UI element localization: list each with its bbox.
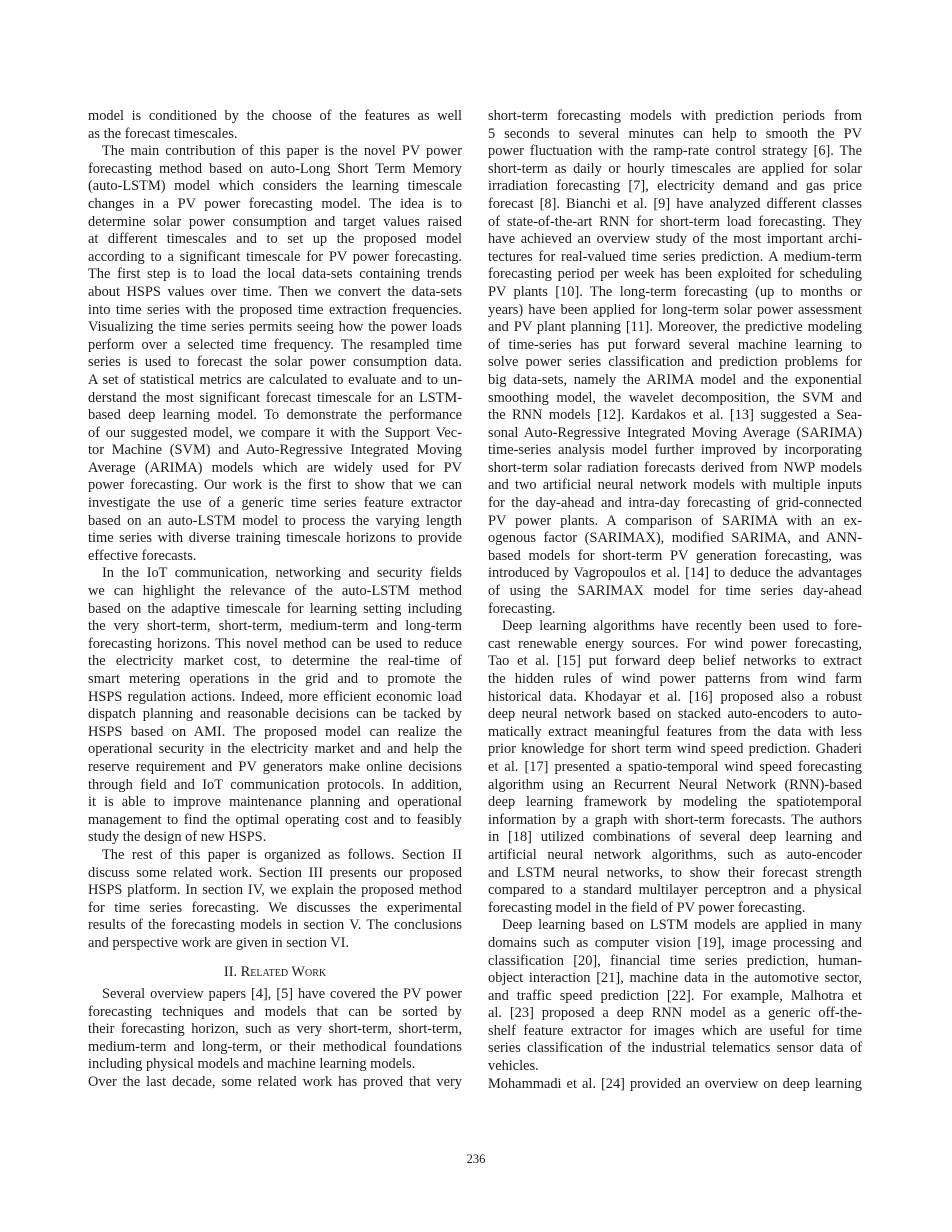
text-line: artificial neural network algorithms, such as auto-encoder <box>488 846 862 863</box>
text-line: of state-of-the-art RNN for short-term load forecasting. They <box>488 213 862 230</box>
text-line: management to find the optimal operating cost and to feasibly <box>88 811 462 828</box>
text-line: cast renewable energy sources. For wind power forecasting, <box>488 635 862 652</box>
left-column <box>88 108 462 1092</box>
text-line: information by a graph with short-term forecasts. The authors <box>488 811 862 828</box>
text-line: irradiation forecasting [7], electricity demand and gas price <box>488 178 862 195</box>
text-line: forecasting techniques and models that can be sorted by <box>88 1003 462 1020</box>
text-line: ogenous factor (SARIMAX), modified SARIMA, and ANN- <box>488 530 862 547</box>
text-line: power forecasting. Our work is the first to show that we can <box>88 477 462 494</box>
text-line: The first step is to load the local data-sets containing trends <box>88 266 462 283</box>
text-line: results of the forecasting models in section V. The conclusions <box>88 917 462 934</box>
paragraph <box>88 847 462 953</box>
text-line: tor Machine (SVM) and Auto-Regressive Integrated Moving <box>88 442 462 459</box>
text-line: (auto-LSTM) model which considers the learning timescale <box>88 178 462 195</box>
text-line: based on an auto-LSTM model to process the varying length <box>88 512 462 529</box>
text-line: based on the adaptive timescale for learning setting including <box>88 600 462 617</box>
text-line: based deep learning model. To demonstrate the performance <box>88 407 462 424</box>
text-line: Deep learning algorithms have recently been used to fore- <box>502 618 862 635</box>
text-line: tectures for real-valued time series prediction. A medium-term <box>488 248 862 265</box>
text-line: The main contribution of this paper is the novel PV power <box>102 143 462 160</box>
text-line: Tao et al. [15] put forward deep belief networks to extract <box>488 653 862 670</box>
text-line: according to a significant timescale for PV power forecasting. <box>88 248 462 265</box>
text-line: the RNN models [12]. Kardakos et al. [13] suggested a Sea- <box>488 407 862 424</box>
text-line: through field and IoT communication protocols. In addition, <box>88 776 462 793</box>
text-line: al. [23] proposed a deep RNN model as a generic off-the- <box>488 1005 862 1022</box>
text-line: of using the SARIMAX model for time series day-ahead <box>488 583 862 600</box>
text-line: forecasting period per week has been exploited for scheduling <box>488 266 862 283</box>
text-line: deep neural network based on stacked auto-encoders to auto- <box>488 706 862 723</box>
text-line: forecasting. <box>488 600 556 617</box>
text-line: smart metering operations in the grid and to promote the <box>88 671 462 687</box>
text-line: Average (ARIMA) models which are widely used for PV <box>88 459 462 476</box>
paragraph <box>88 986 462 1074</box>
text-line: the very short-term, short-term, medium-term and long-term <box>88 618 462 635</box>
text-line: classification [20], financial time series prediction, human- <box>488 952 862 969</box>
text-line: time-series analysis model further improved by incorporating <box>488 442 862 459</box>
text-line: determine solar power consumption and target values raised <box>88 213 462 230</box>
text-line: of our suggested model, we compare it with the Support Vec- <box>88 424 462 441</box>
text-line: object interaction [21], machine data in the automotive sector, <box>488 970 862 987</box>
text-line: short-term solar radiation forecasts derived from NWP models <box>488 459 862 476</box>
text-line: PV plants [10]. The long-term forecasting (up to months or <box>488 283 862 300</box>
text-line: Over the last decade, some related work has proved that very <box>88 1074 462 1091</box>
text-line: and two artificial neural network models with multiple inputs <box>488 477 862 494</box>
text-line: Deep learning based on LSTM models are applied in many <box>502 917 862 934</box>
paragraph <box>488 1076 862 1094</box>
paragraph <box>488 108 862 618</box>
page-number: 236 <box>466 1152 486 1166</box>
text-line: of time-series has put forward several machine learning to <box>488 336 862 353</box>
text-line: for time series forecasting. We discusses the experimental <box>88 899 462 916</box>
text-line: historical data. Khodayar et al. [16] proposed also a robust <box>488 688 862 705</box>
text-line: introduced by Vagropoulos et al. [14] to deduce the advantages <box>488 565 862 582</box>
text-line: HSPS based on AMI. The proposed model can realize the <box>88 723 462 740</box>
text-line: Mohammadi et al. [24] provided an overview on deep learning <box>488 1075 862 1092</box>
text-line: model is conditioned by the choose of the features as well <box>88 108 462 124</box>
text-line: big data-sets, namely the ARIMA model and the exponential <box>488 371 862 388</box>
text-line: forecasting model in the field of PV power forecasting. <box>488 899 806 916</box>
text-line: smoothing model, the wavelet decomposition, the SVM and <box>488 389 862 406</box>
text-line: forecasting method based on auto-Long Short Term Memory <box>88 160 462 177</box>
text-line: HSPS regulation actions. Indeed, more efficient economic load <box>88 688 462 705</box>
text-line: deep learning framework by modeling the spatiotemporal <box>488 794 862 811</box>
paragraph <box>88 1074 462 1092</box>
section-heading: II. Related Work <box>223 963 327 980</box>
text-line: the electricity market cost, to determine the real-time of <box>88 653 462 670</box>
text-line: operational security in the electricity market and and help the <box>88 741 462 758</box>
text-line: and perspective work are given in section VI. <box>88 934 350 951</box>
text-line: short-term forecasting models with prediction periods from <box>488 108 862 124</box>
text-line: solve power series classification and prediction problems for <box>488 354 862 371</box>
text-line: In the IoT communication, networking and security fields <box>102 565 462 582</box>
text-line: et al. [17] presented a spatio-temporal wind speed forecasting <box>488 758 862 775</box>
text-line: it is able to improve maintenance planning and operational <box>88 794 462 811</box>
text-line: investigate the use of a generic time series feature extractor <box>88 495 462 512</box>
text-line: vehicles. <box>488 1058 539 1075</box>
text-line: about HSPS values over time. Then we convert the data-sets <box>88 283 462 300</box>
text-line: effective forecasts. <box>88 547 197 564</box>
text-line: in [18] utilized combinations of several deep learning and <box>488 829 862 846</box>
text-line: The rest of this paper is organized as follows. Section II <box>102 846 462 863</box>
text-line: short-term as daily or hourly timescales are applied for solar <box>488 160 862 177</box>
text-line: forecasting horizons. This novel method can be used to reduce <box>88 635 462 652</box>
paragraph <box>88 143 462 565</box>
text-line: their forecasting horizon, such as very short-term, short-term, <box>88 1021 462 1038</box>
text-line: matically extract meaningful features from the data with less <box>488 723 862 740</box>
text-line: compared to a standard multilayer perceptron and a physical <box>488 882 862 899</box>
text-line: 5 seconds to several minutes can help to smooth the PV <box>488 125 862 142</box>
text-line: perform over a selected time frequency. The resampled time <box>88 336 462 353</box>
text-line: sonal Auto-Regressive Integrated Moving Average (SARIMA) <box>488 424 862 441</box>
text-line: based models for short-term PV generation forecasting, was <box>488 547 862 564</box>
text-line: and LSTM neural networks, to show their forecast strength <box>488 864 862 881</box>
text-line: have achieved an overview study of the most important archi- <box>488 231 862 248</box>
text-line: as the forecast timescales. <box>88 125 238 142</box>
text-line: PV power plants. A comparison of SARIMA with an ex- <box>488 512 862 529</box>
text-line: we can highlight the relevance of the auto-LSTM method <box>88 583 462 600</box>
text-line: into time series with the proposed time extraction frequencies. <box>88 301 462 318</box>
text-line: and traffic speed prediction [22]. For example, Malhotra et <box>488 987 862 1004</box>
paragraph <box>488 917 862 1075</box>
text-line: forecast [8]. Bianchi et al. [9] have analyzed different classes <box>488 195 862 212</box>
paragraph <box>88 565 462 847</box>
text-line: series is used to forecast the solar power consumption data. <box>88 354 462 371</box>
text-line: years) have been applied for long-term solar power assessment <box>488 301 862 318</box>
text-line: reserve requirement and PV generators make online decisions <box>88 758 462 775</box>
paragraph <box>88 108 462 143</box>
text-line: HSPS platform. In section IV, we explain the proposed method <box>88 882 462 899</box>
text-line: including physical models and machine learning models. <box>88 1056 416 1073</box>
text-line: power fluctuation with the ramp-rate control strategy [6]. The <box>488 143 862 160</box>
text-line: Visualizing the time series permits seeing how the power loads <box>88 319 462 336</box>
text-line: medium-term and long-term, or their methodical foundations <box>88 1038 462 1055</box>
text-line: Several overview papers [4], [5] have covered the PV power <box>102 986 462 1003</box>
text-line: shelf feature extractor for images which are useful for time <box>488 1022 862 1039</box>
text-line: at different timescales and to set up the proposed model <box>88 231 462 248</box>
text-line: domains such as computer vision [19], image processing and <box>488 934 862 951</box>
paragraph <box>488 618 862 917</box>
text-line: A set of statistical metrics are calculated to evaluate and to un- <box>88 371 462 388</box>
text-line: dispatch planning and reasonable decisions can be tacked by <box>88 706 462 723</box>
text-line: for the day-ahead and intra-day forecasting of grid-connected <box>488 495 862 512</box>
text-line: derstand the most significant forecast timescale for an LSTM- <box>88 389 462 406</box>
text-line: time series with diverse training timescale horizons to provide <box>88 530 462 547</box>
text-line: prior knowledge for short term wind speed prediction. Ghaderi <box>488 741 862 758</box>
text-line: discuss some related work. Section III presents our proposed <box>88 864 462 881</box>
text-line: changes in a PV power forecasting model. The idea is to <box>88 195 462 212</box>
text-line: series classification of the industrial telematics sensor data of <box>488 1040 862 1057</box>
text-line: and PV plant planning [11]. Moreover, the predictive modeling <box>488 319 862 336</box>
text-line: study the design of new HSPS. <box>88 829 267 846</box>
text-line: the hidden rules of wind power patterns from wind farm <box>488 671 862 687</box>
text-line: algorithm using an Recurrent Neural Network (RNN)-based <box>488 776 862 793</box>
right-column <box>488 108 862 1093</box>
